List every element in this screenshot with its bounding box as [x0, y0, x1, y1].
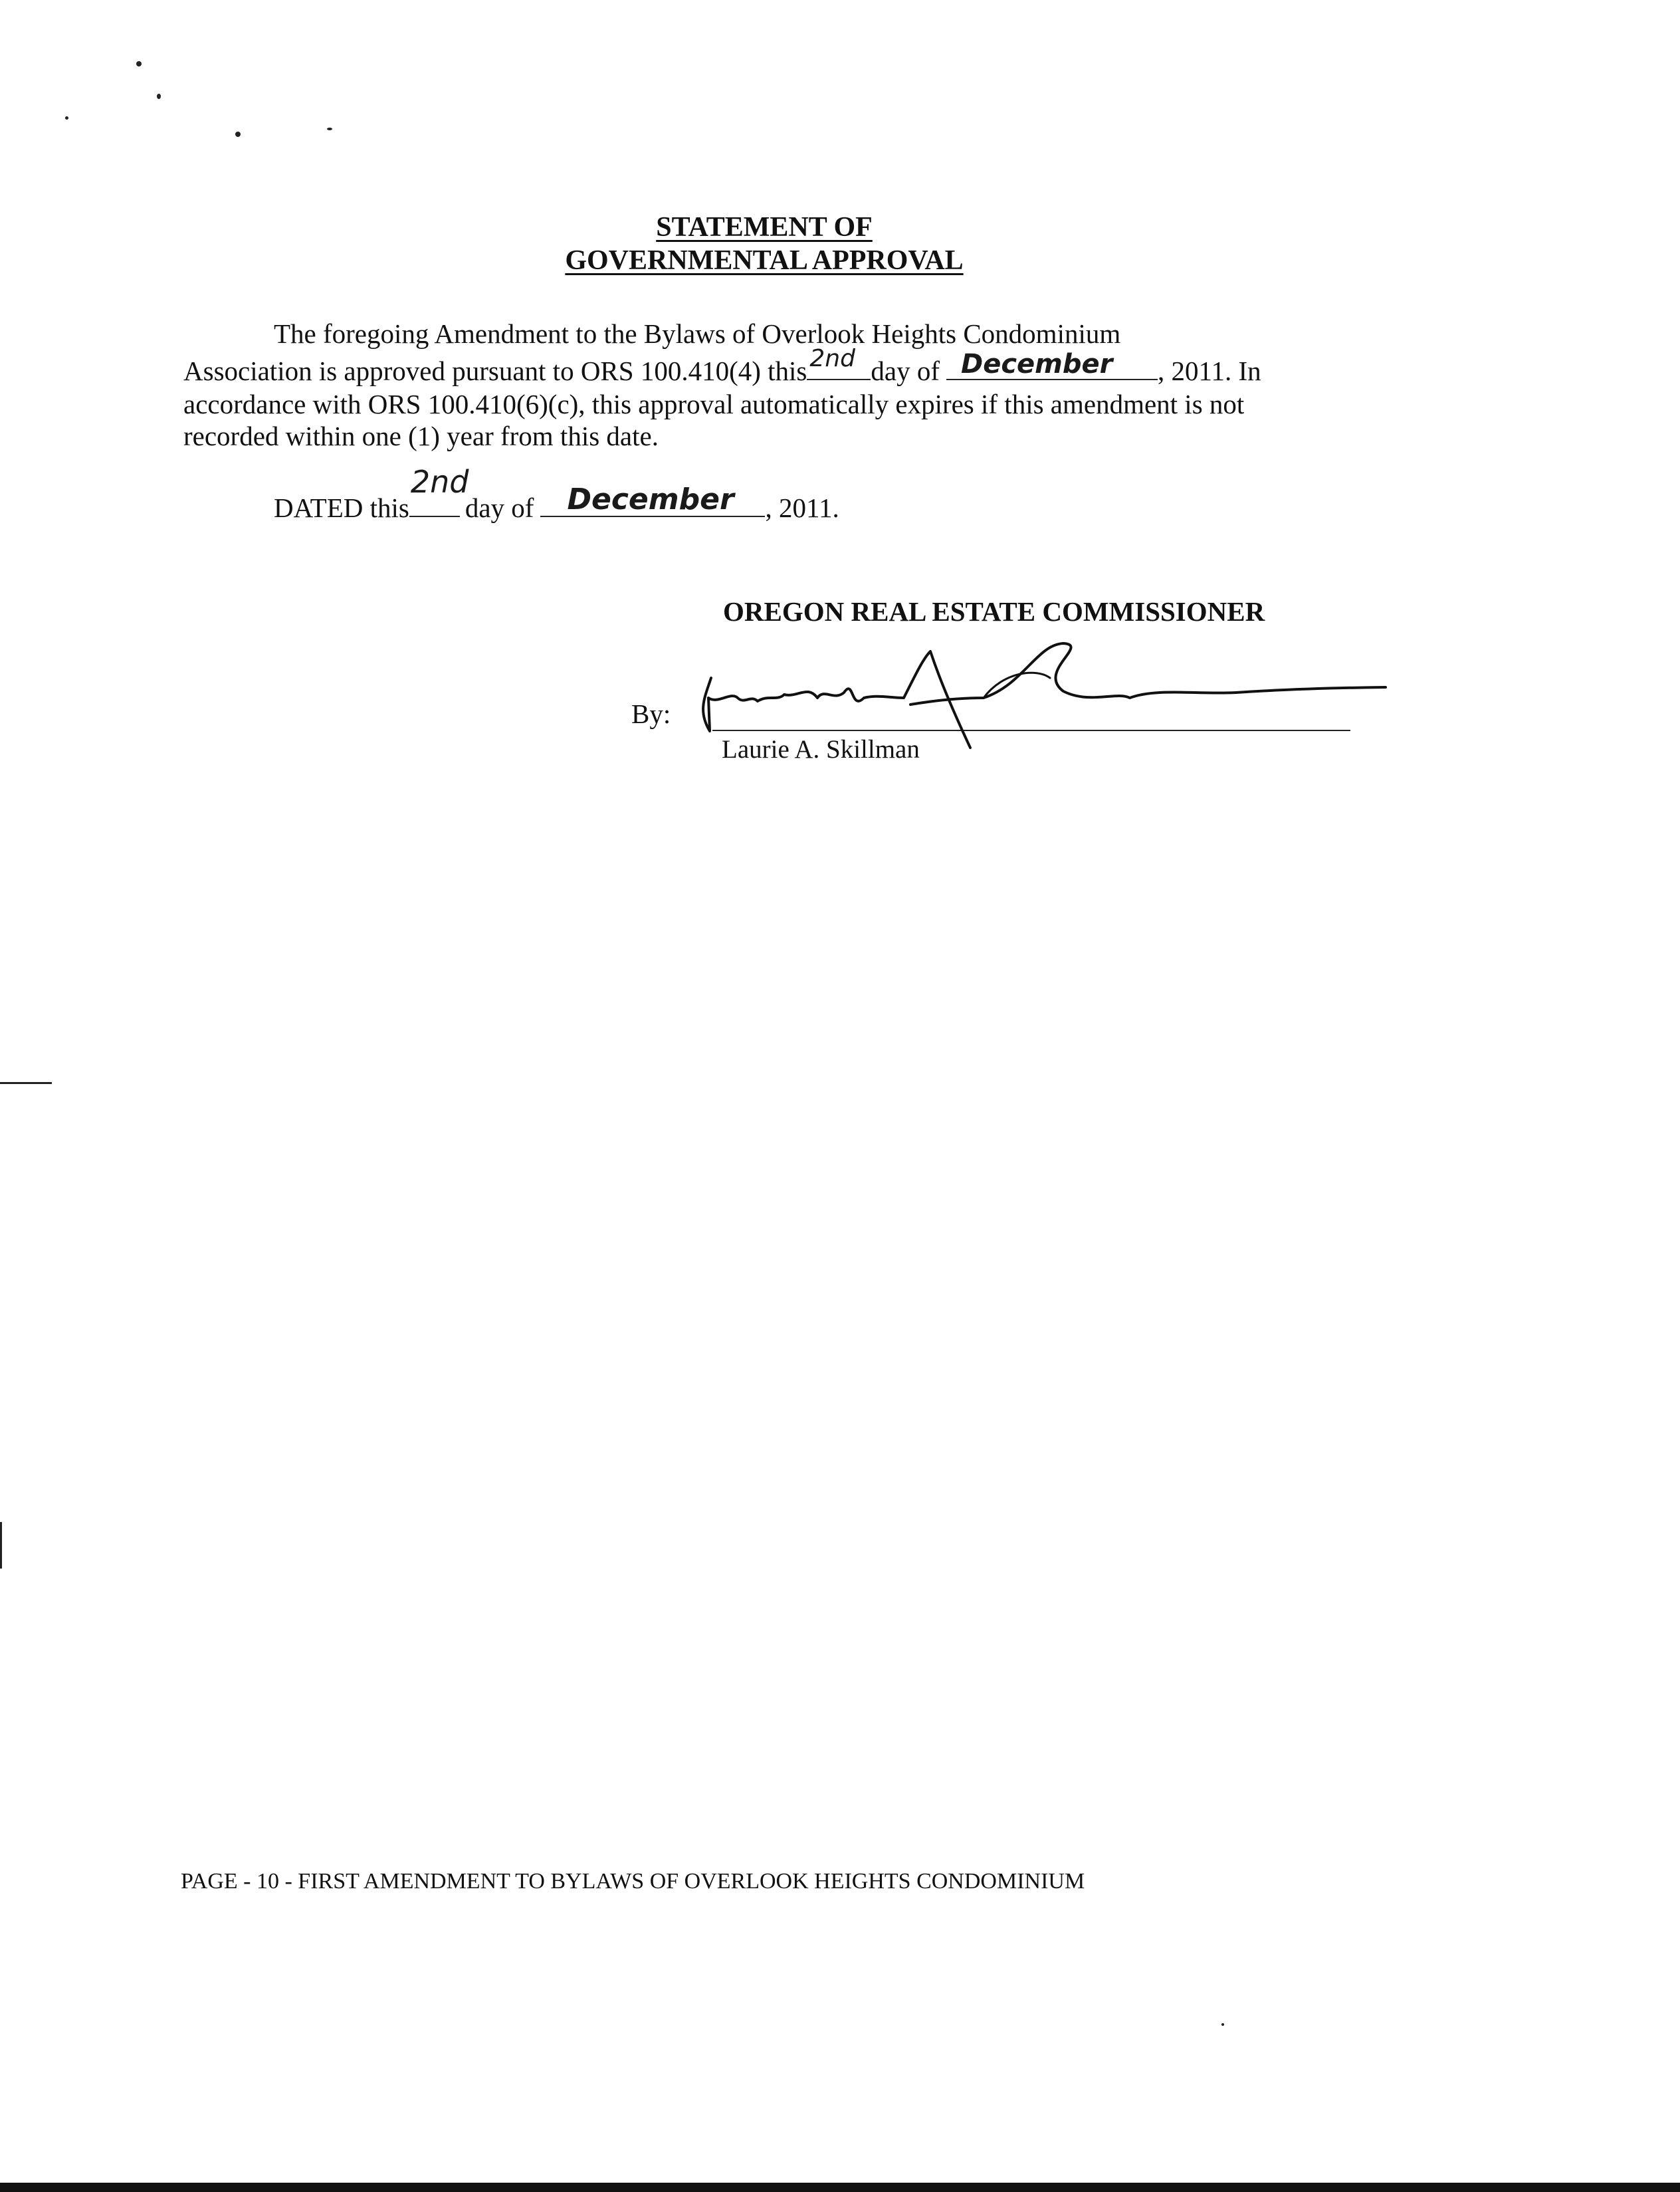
body-line-4: recorded within one (1) year from this date. [183, 421, 659, 451]
scan-speck [157, 94, 161, 99]
bottom-edge-border [0, 2183, 1680, 2192]
document-title-line2: GOVERNMENTAL APPROVAL [565, 245, 964, 276]
commissioner-heading: OREGON REAL ESTATE COMMISSIONER [723, 596, 1265, 627]
handwritten-dated-day: 2nd [410, 464, 469, 500]
dated-mid: day of [465, 493, 534, 523]
month-blank [946, 349, 1158, 380]
scan-speck [235, 132, 241, 137]
handwritten-day: 2nd [809, 345, 855, 372]
handwritten-dated-month: December [567, 483, 734, 516]
document-title-line1: STATEMENT OF [656, 212, 873, 243]
body-line-1: The foregoing Amendment to the Bylaws of Overlook Heights Condominium [274, 318, 1121, 349]
scan-speck [65, 116, 68, 120]
dated-month-blank [540, 483, 765, 517]
body-line-2-end: , 2011. In [1158, 356, 1261, 386]
page-footer: PAGE - 10 - FIRST AMENDMENT TO BYLAWS OF OVERLOOK HEIGHTS CONDOMINIUM [181, 1869, 1085, 1894]
body-line-3: accordance with ORS 100.410(6)(c), this approval automatically expires if this amendment is not [183, 389, 1245, 419]
handwritten-month: December [961, 349, 1113, 380]
day-blank [807, 345, 871, 380]
body-line-2 [183, 345, 1261, 386]
scan-speck [327, 128, 332, 130]
dated-line [274, 464, 839, 523]
body-line-2-start: Association is approved pursuant to ORS 100.410(4) this [183, 356, 807, 386]
dated-label: DATED this [274, 493, 409, 523]
dated-year: , 2011. [765, 493, 839, 523]
signatory-name: Laurie A. Skillman [722, 735, 920, 764]
left-edge-mark [0, 1522, 2, 1569]
scan-speck [136, 61, 142, 66]
by-label: By: [631, 699, 671, 729]
scan-speck [1221, 2023, 1224, 2026]
left-edge-mark [0, 1082, 52, 1084]
dated-day-blank [409, 464, 469, 517]
body-line-2-mid: day of [871, 356, 940, 386]
